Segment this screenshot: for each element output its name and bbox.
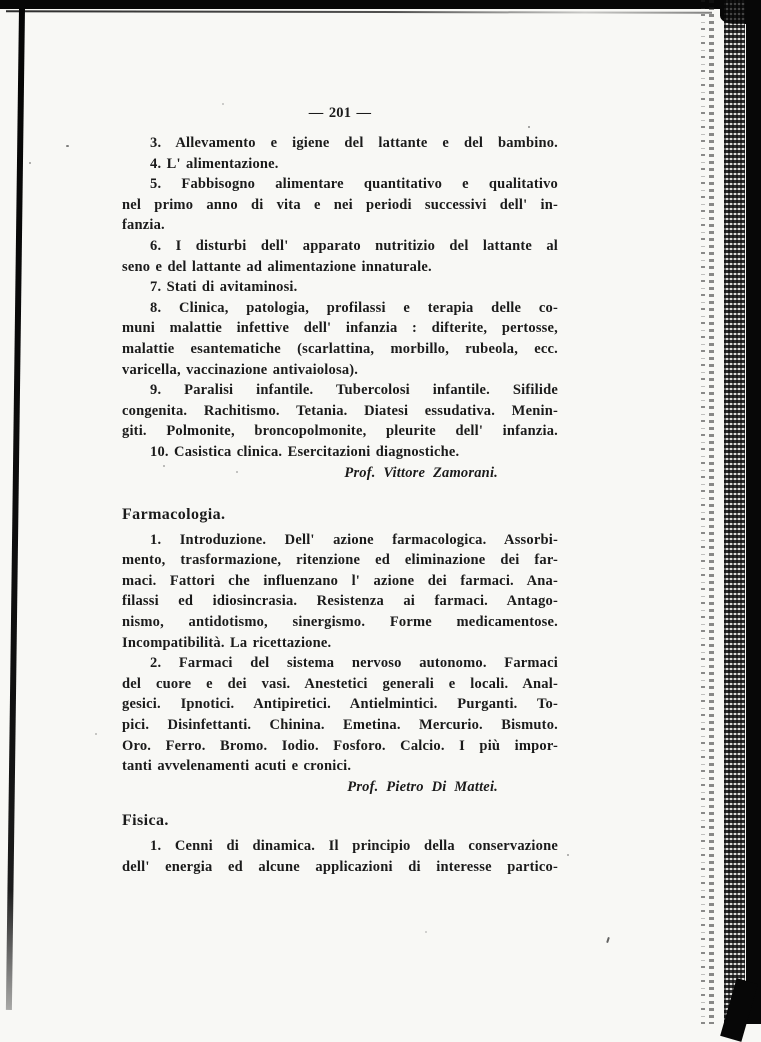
- page-number: — 201 —: [308, 105, 372, 121]
- paragraph: [122, 133, 558, 154]
- paragraph: [122, 836, 558, 877]
- text-line: 10. Casistica clinica. Esercitazioni diagnostiche.: [150, 443, 460, 460]
- text-line: 1. Cenni di dinamica. Il principio della conservazione: [150, 838, 558, 854]
- professor-signature: Prof. Pietro Di Mattei.: [347, 778, 498, 795]
- scan-speck: [425, 931, 427, 933]
- paragraph: [122, 298, 558, 380]
- text-line: giti. Polmonite, broncopolmonite, pleurite dell' infanzia.: [122, 423, 558, 440]
- text-line: 4. L' alimentazione.: [150, 155, 279, 172]
- text-line: nismo, antidotismo, sinergismo. Forme medicamentose.: [122, 614, 558, 631]
- scan-gutter-speckle-1: [701, 0, 705, 1024]
- text-line: del cuore e dei vasi. Anestetici generali e locali. Anal-: [122, 675, 558, 692]
- text-line: 3. Allevamento e igiene del lattante e del bambino.: [150, 135, 558, 151]
- scan-speck: [29, 162, 31, 164]
- text-column: [122, 103, 558, 877]
- text-line: 7. Stati di avitaminosi.: [150, 279, 298, 296]
- text-line: tanti avvelenamenti acuti e cronici.: [122, 758, 352, 775]
- scan-edge-top-line: [6, 10, 712, 13]
- scan-gutter-speckle-band: [724, 0, 745, 1024]
- paragraph: [122, 277, 558, 298]
- text-line: 2. Farmaci del sistema nervoso autonomo. Farmaci: [150, 655, 558, 672]
- text-line: 6. I disturbi dell' apparato nutritizio del lattante al: [150, 237, 558, 254]
- paragraph: [122, 380, 558, 442]
- text-line: maci. Fattori che influenzano l' azione dei farmaci. Ana-: [122, 572, 558, 589]
- paragraph: [122, 236, 558, 277]
- text-line: malattie esantematiche (scarlattina, morbillo, rubeola, ecc.: [122, 340, 558, 357]
- text-line: 8. Clinica, patologia, profilassi e terapia delle co-: [150, 299, 558, 316]
- scan-speck: [606, 937, 610, 943]
- text-line: mento, trasformazione, ritenzione ed eliminazione dei far-: [122, 552, 558, 569]
- text-line: 9. Paralisi infantile. Tubercolosi infantile. Sifilide: [150, 382, 558, 399]
- scan-gutter-black-band: [746, 0, 761, 1024]
- scan-edge-left-line: [6, 8, 25, 1010]
- paragraph: [122, 154, 558, 175]
- section: [122, 133, 558, 483]
- text-line: varicella, vaccinazione antivaiolosa).: [122, 361, 359, 378]
- scan-speck: [95, 733, 97, 735]
- scan-speck: [66, 145, 69, 147]
- paragraph: [122, 174, 558, 236]
- text-line: gesici. Ipnotici. Antipiretici. Antielmintici. Purganti. To-: [122, 696, 558, 713]
- text-line: dell' energia ed alcune applicazioni di interesse partico-: [122, 858, 558, 875]
- professor-signature: Prof. Vittore Zamorani.: [344, 464, 498, 481]
- text-line: 5. Fabbisogno alimentare quantitativo e qualitativo: [150, 176, 558, 193]
- text-line: Incompatibilità. La ricettazione.: [122, 634, 332, 651]
- text-line: Oro. Ferro. Bromo. Iodio. Fosforo. Calcio. I più impor-: [122, 737, 558, 754]
- text-line: 1. Introduzione. Dell' azione farmacologica. Assorbi-: [150, 531, 558, 548]
- text-line: filassi ed idiosincrasia. Resistenza ai farmaci. Antago-: [122, 593, 558, 610]
- paragraph: [122, 442, 558, 463]
- paragraph: [122, 653, 558, 777]
- text-line: fanzia.: [122, 217, 165, 234]
- text-line: muni malattie infettive dell' infanzia : difterite, pertosse,: [122, 320, 558, 337]
- section: [122, 505, 558, 797]
- scan-gutter-speckle-2: [709, 0, 714, 1024]
- paragraph: [122, 530, 558, 654]
- section-heading: Fisica.: [122, 812, 169, 830]
- section-heading: Farmacologia.: [122, 506, 226, 524]
- text-line: congenita. Rachitismo. Tetania. Diatesi essudativa. Menin-: [122, 402, 558, 419]
- text-line: nel primo anno di vita e nei periodi successivi dell' in-: [122, 196, 558, 213]
- text-line: seno e del lattante ad alimentazione innaturale.: [122, 258, 432, 275]
- scan-edge-top: [0, 0, 761, 9]
- scan-speck: [567, 854, 569, 856]
- text-line: pici. Disinfettanti. Chinina. Emetina. Mercurio. Bismuto.: [122, 717, 558, 734]
- section: [122, 811, 558, 877]
